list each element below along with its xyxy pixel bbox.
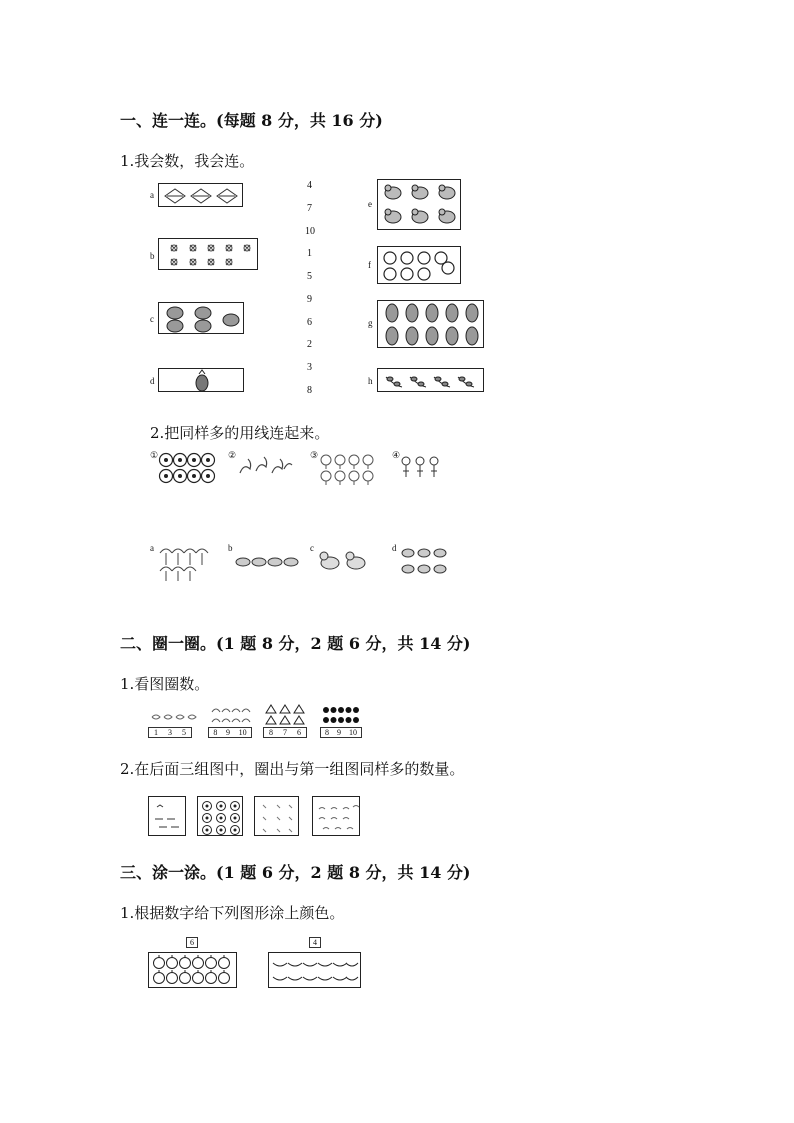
option[interactable]: 3 [168, 728, 172, 737]
label-c2: c [310, 543, 314, 553]
label-g: g [368, 318, 373, 328]
number-item: 9 [307, 294, 312, 305]
number-item: 1 [307, 248, 312, 259]
flower-icons [159, 239, 259, 271]
option[interactable]: 10 [349, 728, 357, 737]
bird-small-group-icons [313, 797, 361, 837]
number-item: 5 [307, 271, 312, 282]
number-item: 2 [307, 339, 312, 350]
bird-icons [378, 180, 462, 231]
label-b: b [150, 251, 155, 261]
football-icons [158, 452, 214, 484]
label-h: h [368, 376, 373, 386]
compare-box-4 [312, 796, 360, 836]
dot-group-icons [322, 706, 360, 724]
picture-box-h [377, 368, 484, 392]
umbrella-flower-icons [158, 545, 208, 581]
picture-box-c [158, 302, 244, 334]
shell-icons [159, 303, 245, 335]
label-b2: b [228, 543, 233, 553]
label-a2: a [150, 543, 154, 553]
apple-color-box [148, 952, 237, 988]
question-1-2: 2.把同样多的用线连起来。 [150, 424, 330, 442]
fish-group-icons [150, 710, 196, 724]
squirrel-group-icons [210, 704, 250, 726]
label-d2: d [392, 543, 397, 553]
banana-outline-icons[interactable] [269, 953, 362, 989]
apple-outline-icons[interactable] [149, 953, 238, 989]
option[interactable]: 1 [154, 728, 158, 737]
label-f: f [368, 260, 371, 270]
count-number: 6 [190, 938, 194, 947]
label-3: ③ [310, 450, 319, 460]
compare-box-1 [148, 796, 186, 836]
option[interactable]: 9 [337, 728, 341, 737]
label-c: c [150, 314, 154, 324]
squirrel-icons [236, 455, 296, 477]
compare-box-3 [254, 796, 299, 836]
label-4: ④ [392, 450, 401, 460]
bird-group-icons [149, 797, 187, 837]
option[interactable]: 7 [283, 728, 287, 737]
pineapple-icon [159, 369, 245, 393]
option[interactable]: 8 [213, 728, 218, 737]
question-3-1: 1.根据数字给下列图形涂上颜色。 [120, 904, 345, 922]
apple-icons [378, 247, 462, 285]
option[interactable]: 10 [238, 728, 247, 737]
number-box-2 [309, 937, 321, 948]
banana-color-box [268, 952, 361, 988]
option[interactable]: 9 [225, 728, 230, 737]
label-1: ① [150, 450, 159, 460]
branch-icons [378, 369, 485, 393]
picture-box-a [158, 183, 243, 207]
label-d: d [150, 376, 155, 386]
bug-group-icons [255, 797, 300, 837]
label-2: ② [228, 450, 237, 460]
leaf-icons [159, 184, 244, 208]
label-e: e [368, 199, 372, 209]
dog-icons [318, 548, 372, 574]
number-item: 10 [305, 226, 315, 237]
corn-icons [378, 301, 485, 349]
count-number: 4 [313, 938, 317, 947]
option[interactable]: 5 [182, 728, 186, 737]
number-item: 8 [307, 385, 312, 396]
section-3-title: 三、涂一涂。(1 题 6 分，2 题 8 分，共 14 分) [120, 863, 471, 882]
tree-icons [318, 452, 380, 486]
number-item: 7 [307, 203, 312, 214]
number-item: 4 [307, 180, 312, 191]
question-1-1: 1.我会数，我会连。 [120, 152, 255, 170]
option[interactable]: 8 [325, 728, 329, 737]
picture-box-d [158, 368, 244, 392]
number-item: 3 [307, 362, 312, 373]
football-group-icons [198, 797, 244, 837]
triangle-group-icons [265, 704, 305, 726]
bird2-icons [400, 545, 450, 577]
option[interactable]: 6 [297, 728, 301, 737]
picture-box-e [377, 179, 461, 230]
question-2-2: 2.在后面三组图中，圈出与第一组图同样多的数量。 [120, 760, 465, 778]
options-group-1 [148, 727, 192, 738]
option[interactable]: 8 [269, 728, 273, 737]
options-group-4 [320, 727, 362, 738]
section-1-title: 一、连一连。(每题 8 分，共 16 分) [120, 111, 383, 130]
flower-plant-icons [400, 455, 444, 479]
number-box-1 [186, 937, 198, 948]
compare-box-2 [197, 796, 243, 836]
picture-box-g [377, 300, 484, 348]
options-group-2 [208, 727, 252, 738]
number-item: 6 [307, 317, 312, 328]
picture-box-f [377, 246, 461, 284]
picture-box-b [158, 238, 258, 270]
section-2-title: 二、圈一圈。(1 题 8 分，2 题 6 分，共 14 分) [120, 634, 471, 653]
fish-icons [234, 552, 298, 572]
label-a: a [150, 190, 154, 200]
question-2-1: 1.看图圈数。 [120, 675, 210, 693]
options-group-3 [263, 727, 307, 738]
